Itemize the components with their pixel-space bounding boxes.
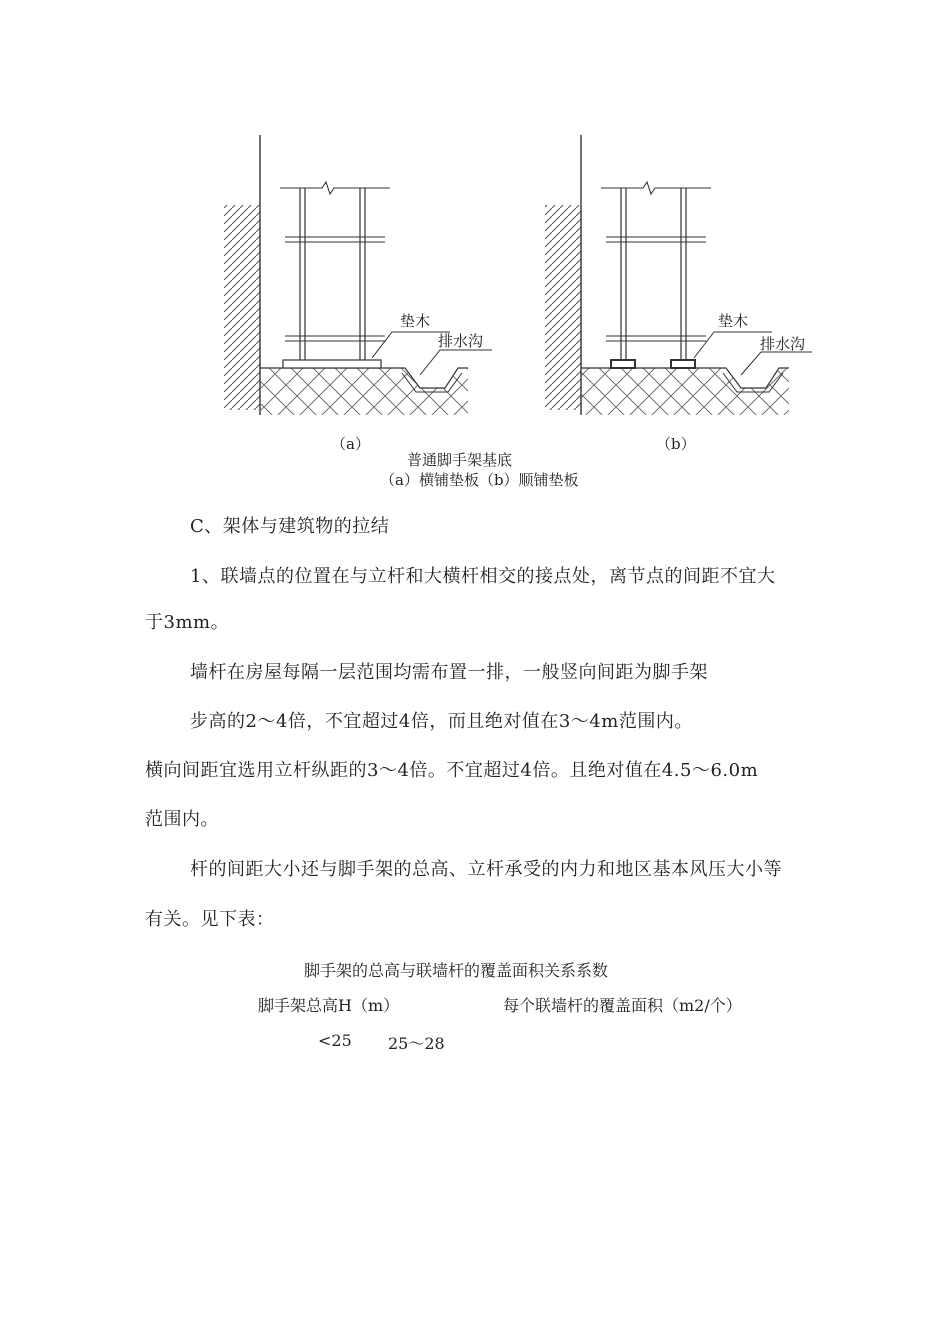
wall-hatch-b: [545, 205, 581, 410]
figure-panel-b: [545, 135, 812, 415]
paragraph-3-line-1: 横向间距宜选用立杆纵距的3〜4倍。不宜超过4倍。且绝对值在4.5〜6.0m: [145, 760, 759, 781]
table-row1-cell-b: 25〜28: [388, 1034, 445, 1053]
paragraph-4-line-2: 有关。见下表：: [145, 909, 275, 930]
callout-drain-b: 排水沟: [760, 335, 806, 353]
paragraph-1-line-2: 于3mm。: [145, 612, 230, 633]
figure-panel-a: [224, 135, 492, 415]
callout-drain-a: 排水沟: [438, 332, 484, 350]
table-row1-cell-a: <25: [318, 1031, 352, 1050]
table-title: 脚手架的总高与联墙杆的覆盖面积关系系数: [304, 961, 609, 980]
scaffold-base-figure: [0, 0, 950, 480]
paragraph-3-line-2: 范围内。: [145, 809, 219, 830]
pad-block-left-b: [611, 360, 635, 368]
figure-label-a: （a）: [331, 435, 370, 453]
figure-caption-title: 普通脚手架基底: [407, 451, 513, 469]
callout-pad-b: 垫木: [718, 312, 749, 330]
figure-label-b: （b）: [656, 435, 696, 453]
break-line-b: [601, 182, 711, 194]
callout-pad-a: 垫木: [400, 312, 431, 330]
pad-block-right-b: [671, 360, 695, 368]
section-heading: C、架体与建筑物的拉结: [190, 516, 390, 537]
paragraph-1-line-1: 1、联墙点的位置在与立杆和大横杆相交的接点处，离节点的间距不宜大: [190, 566, 776, 587]
paragraph-2-line-2: 步高的2〜4倍，不宜超过4倍，而且绝对值在3〜4m范围内。: [190, 711, 693, 732]
pad-board-a: [283, 360, 381, 368]
figure-caption-sub: （a）横铺垫板（b）顺铺垫板: [380, 471, 579, 489]
table-col2-header: 每个联墙杆的覆盖面积（m2/个）: [503, 996, 742, 1015]
table-col1-header: 脚手架总高H（m）: [258, 996, 400, 1015]
paragraph-2-line-1: 墙杆在房屋每隔一层范围均需布置一排，一般竖向间距为脚手架: [190, 662, 708, 683]
break-line-a: [280, 182, 390, 194]
paragraph-4-line-1: 杆的间距大小还与脚手架的总高、立杆承受的内力和地区基本风压大小等: [190, 859, 782, 880]
wall-hatch-a: [224, 205, 260, 410]
